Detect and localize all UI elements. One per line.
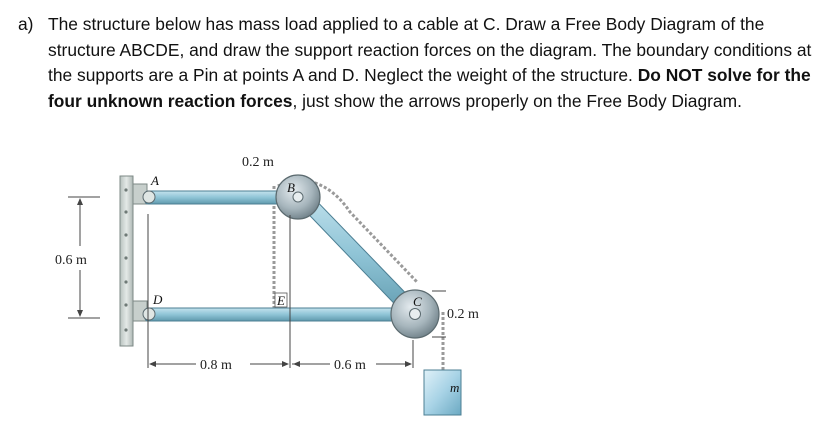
question-text-part-2: , just show the arrows properly on the Free Body Diagram. — [292, 90, 742, 111]
member-de-c — [145, 308, 415, 321]
label-b: B — [287, 180, 295, 195]
label-e: E — [277, 293, 285, 308]
label-c: C — [413, 294, 422, 309]
question-text-part-1: The structure below has mass load applied to a cable at C. Draw a Free Body Diagram of the structure ABCDE, and draw the support reaction forces on the diagram. The boundary conditions at the supports are a Pin at points A and D. Neglect the weight of the structure. — [48, 14, 812, 85]
pin-d — [143, 308, 155, 320]
pulley-b — [276, 175, 320, 219]
question-text-bold: Do NOT solve for the four unknown reaction forces — [48, 65, 811, 111]
label-d: D — [153, 292, 163, 307]
dim-bottom-right: 0.6 m — [334, 358, 366, 373]
dim-bottom-left: 0.8 m — [200, 358, 232, 373]
mass-label: m — [450, 380, 460, 395]
dim-top: 0.2 m — [242, 155, 274, 170]
dim-height: 0.6 m — [55, 253, 87, 268]
pin-a — [143, 191, 155, 203]
dim-pulley-c: 0.2 m — [447, 307, 479, 322]
label-a: A — [151, 173, 159, 188]
question-label: a) — [18, 14, 34, 34]
wall-support — [120, 176, 147, 346]
